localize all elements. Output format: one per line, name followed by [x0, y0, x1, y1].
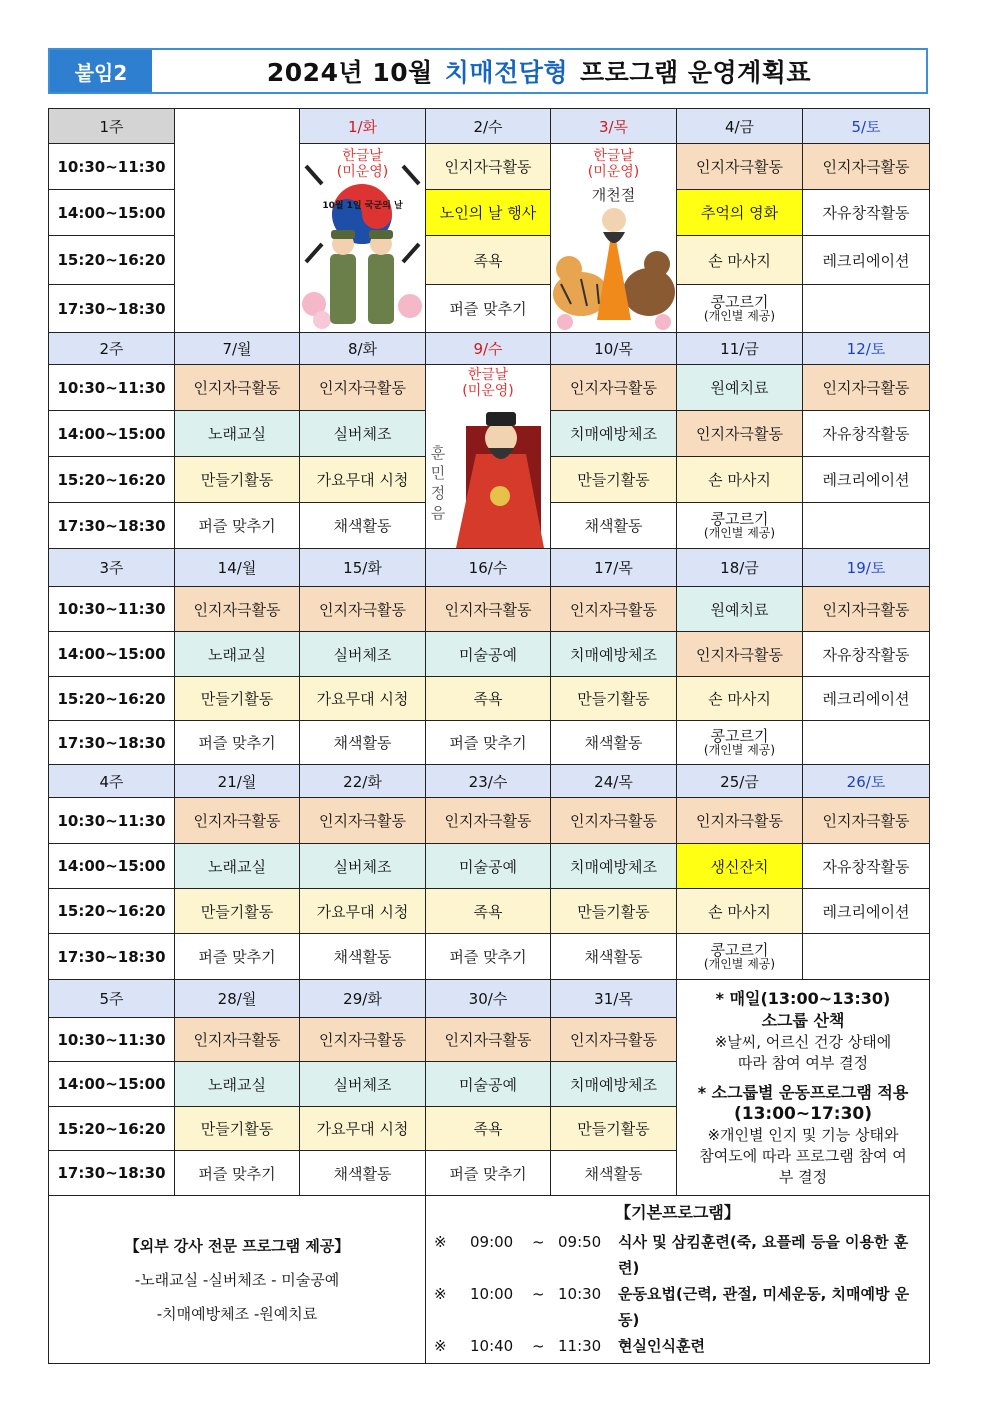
activity-cell: 인지자극활동	[551, 587, 677, 632]
time-slot: 10:30~11:30	[49, 365, 175, 411]
activity-cell: 인지자극활동	[803, 587, 930, 632]
time-slot: 15:20~16:20	[49, 457, 175, 503]
date-header: 11/금	[677, 333, 803, 365]
holiday-status: 한글날 (미운영)	[336, 148, 389, 180]
activity-cell: 노래교실	[175, 1062, 300, 1107]
date-header: 15/화	[300, 549, 426, 587]
table-row	[49, 677, 930, 721]
activity-cell: 만들기활동	[551, 677, 677, 721]
date-header: 2/수	[426, 109, 551, 144]
activity-cell: 인지자극활동	[426, 144, 551, 190]
time-slot: 15:20~16:20	[49, 1107, 175, 1151]
time-slot: 14:00~15:00	[49, 190, 175, 236]
time-slot: 15:20~16:20	[49, 677, 175, 721]
activity-cell: 치매예방체조	[551, 632, 677, 677]
empty-cell	[803, 503, 930, 549]
week-2-header	[49, 333, 930, 365]
notes-box: * 매일(13:00~13:30) 소그룹 산책 ※날씨, 어르신 건강 상태에 따라 참여 여부 결정 * 소그룹별 운동프로그램 적용 (13:00~17:30) ※개인별 인지 및 기능 상태와 참여도에 따라 프로그램 참여 여부 결정	[677, 980, 930, 1196]
activity-cell: 추억의 영화	[677, 190, 803, 236]
activity-cell: 퍼즐 맞추기	[426, 1151, 551, 1196]
holiday-status: 한글날 (미운영)	[587, 148, 640, 180]
activity-cell: 족욕	[426, 889, 551, 934]
activity-cell: 퍼즐 맞추기	[175, 1151, 300, 1196]
activity-cell: 인지자극활동	[300, 587, 426, 632]
table-row	[49, 889, 930, 934]
activity-cell: 만들기활동	[175, 677, 300, 721]
activity-cell: 실버체조	[300, 411, 426, 457]
activity-cell: 인지자극활동	[803, 798, 930, 844]
activity-cell: 인지자극활동	[175, 1018, 300, 1062]
date-header: 1/화	[300, 109, 426, 144]
activity-cell: 레크리에이션	[803, 457, 930, 503]
activity-cell: 콩고르기 (개인별 제공)	[677, 285, 803, 333]
activity-cell: 가요무대 시청	[300, 889, 426, 934]
date-header: 18/금	[677, 549, 803, 587]
basic-program-row: ※ 10:40 ~ 11:30 현실인식훈련	[434, 1337, 705, 1355]
time-slot: 10:30~11:30	[49, 144, 175, 190]
activity-cell: 실버체조	[300, 1062, 426, 1107]
activity-cell: 만들기활동	[175, 457, 300, 503]
week-label: 3주	[49, 549, 175, 587]
activity-cell: 인지자극활동	[803, 144, 930, 190]
activity-cell: 실버체조	[300, 632, 426, 677]
activity-cell: 퍼즐 맞추기	[426, 721, 551, 765]
activity-cell: 인지자극활동	[300, 798, 426, 844]
activity-cell: 퍼즐 맞추기	[175, 503, 300, 549]
activity-cell: 만들기활동	[175, 889, 300, 934]
activity-cell: 만들기활동	[551, 457, 677, 503]
date-header: 26/토	[803, 765, 930, 798]
activity-cell: 노래교실	[175, 844, 300, 889]
basic-program-row: ※ 10:00 ~ 10:30 운동요법(근력, 관절, 미세운동, 치매예방 운동)	[434, 1285, 910, 1329]
attachment-label: 붙임2	[50, 50, 152, 92]
activity-cell: 치매예방체조	[551, 1062, 677, 1107]
activity-cell: 콩고르기 (개인별 제공)	[677, 934, 803, 980]
week-label: 1주	[49, 109, 175, 144]
time-slot: 10:30~11:30	[49, 587, 175, 632]
time-slot: 10:30~11:30	[49, 1018, 175, 1062]
date-header: 12/토	[803, 333, 930, 365]
holiday-caption: 10월 1일 국군의 날	[322, 201, 403, 211]
table-row	[49, 798, 930, 844]
activity-cell: 채색활동	[551, 934, 677, 980]
activity-cell: 채색활동	[300, 1151, 426, 1196]
hunminjeongeum-text: 훈민정음	[430, 444, 446, 522]
activity-cell: 인지자극활동	[677, 411, 803, 457]
time-slot: 14:00~15:00	[49, 411, 175, 457]
table-row	[49, 844, 930, 889]
date-header: 30/수	[426, 980, 551, 1018]
armed-forces-day-image	[300, 144, 426, 333]
activity-cell: 만들기활동	[175, 1107, 300, 1151]
table-row	[49, 934, 930, 980]
activity-cell: 만들기활동	[551, 1107, 677, 1151]
date-header: 7/월	[175, 333, 300, 365]
activity-cell: 자유창작활동	[803, 190, 930, 236]
table-row	[49, 632, 930, 677]
activity-cell: 콩고르기 (개인별 제공)	[677, 721, 803, 765]
date-header: 23/수	[426, 765, 551, 798]
activity-cell: 족욕	[426, 677, 551, 721]
time-slot: 14:00~15:00	[49, 1062, 175, 1107]
activity-cell: 노래교실	[175, 632, 300, 677]
activity-cell: 콩고르기 (개인별 제공)	[677, 503, 803, 549]
date-header: 25/금	[677, 765, 803, 798]
activity-cell: 인지자극활동	[426, 1018, 551, 1062]
week-label: 4주	[49, 765, 175, 798]
date-header: 16/수	[426, 549, 551, 587]
activity-cell: 인지자극활동	[175, 798, 300, 844]
activity-cell: 채색활동	[300, 503, 426, 549]
header-banner	[48, 48, 928, 94]
activity-cell: 생신잔치	[677, 844, 803, 889]
national-foundation-day-image	[551, 144, 677, 333]
activity-cell: 가요무대 시청	[300, 1107, 426, 1151]
time-slot: 10:30~11:30	[49, 798, 175, 844]
activity-cell: 퍼즐 맞추기	[426, 285, 551, 333]
holiday-name: 개천절	[591, 186, 636, 204]
date-header: 8/화	[300, 333, 426, 365]
date-header: 3/목	[551, 109, 677, 144]
date-header: 31/목	[551, 980, 677, 1018]
activity-cell: 미술공예	[426, 1062, 551, 1107]
schedule-table	[48, 108, 930, 1364]
basic-programs: 【기본프로그램】 ※ 09:00 ~ 09:50 식사 및 삼킴훈련(죽, 요플레 등을 이용한 훈련) ※ 10:00 ~ 10:30 운동요법(근력, 관절, 미세운동, 치매예방 운동) ※ 10:40 ~ 11:30 현실인식훈련	[426, 1196, 930, 1364]
activity-cell: 가요무대 시청	[300, 677, 426, 721]
empty-cell	[803, 934, 930, 980]
activity-cell: 자유창작활동	[803, 844, 930, 889]
time-slot: 17:30~18:30	[49, 503, 175, 549]
week-3-header	[49, 549, 930, 587]
activity-cell: 인지자극활동	[677, 632, 803, 677]
activity-cell: 미술공예	[426, 844, 551, 889]
date-header: 21/월	[175, 765, 300, 798]
date-header: 29/화	[300, 980, 426, 1018]
footer-row	[49, 1196, 930, 1364]
activity-cell: 손 마사지	[677, 677, 803, 721]
date-header: 4/금	[677, 109, 803, 144]
hangul-day-image	[426, 365, 551, 549]
activity-cell: 가요무대 시청	[300, 457, 426, 503]
time-slot: 17:30~18:30	[49, 934, 175, 980]
activity-cell: 채색활동	[551, 721, 677, 765]
activity-cell: 족욕	[426, 236, 551, 285]
activity-cell: 인지자극활동	[677, 144, 803, 190]
activity-cell: 치매예방체조	[551, 844, 677, 889]
time-slot: 17:30~18:30	[49, 1151, 175, 1196]
activity-cell: 레크리에이션	[803, 889, 930, 934]
page-title: 2024년 10월 치매전담형 프로그램 운영계획표	[152, 50, 926, 92]
activity-cell: 족욕	[426, 1107, 551, 1151]
table-row	[49, 365, 930, 411]
activity-cell: 인지자극활동	[551, 798, 677, 844]
activity-cell: 손 마사지	[677, 236, 803, 285]
week-1-header	[49, 109, 930, 144]
activity-cell: 인지자극활동	[551, 365, 677, 411]
week-label: 2주	[49, 333, 175, 365]
activity-cell: 채색활동	[551, 1151, 677, 1196]
activity-cell: 원예치료	[677, 587, 803, 632]
date-header: 22/화	[300, 765, 426, 798]
external-programs: 【외부 강사 전문 프로그램 제공】 -노래교실 -실버체조 - 미술공예 -치매예방체조 -원예치료	[49, 1196, 426, 1364]
table-row	[49, 721, 930, 765]
activity-cell: 인지자극활동	[300, 1018, 426, 1062]
activity-cell: 인지자극활동	[677, 798, 803, 844]
activity-cell: 손 마사지	[677, 889, 803, 934]
activity-cell: 채색활동	[300, 721, 426, 765]
activity-cell: 레크리에이션	[803, 236, 930, 285]
date-header: 19/토	[803, 549, 930, 587]
activity-cell: 인지자극활동	[175, 587, 300, 632]
activity-cell: 실버체조	[300, 844, 426, 889]
date-header: 28/월	[175, 980, 300, 1018]
basic-program-row: ※ 09:00 ~ 09:50 식사 및 삼킴훈련(죽, 요플레 등을 이용한 훈련)	[434, 1233, 909, 1277]
activity-cell: 퍼즐 맞추기	[426, 934, 551, 980]
activity-cell: 인지자극활동	[426, 798, 551, 844]
empty-cell	[175, 109, 300, 333]
activity-cell: 레크리에이션	[803, 677, 930, 721]
activity-cell: 손 마사지	[677, 457, 803, 503]
activity-cell: 인지자극활동	[551, 1018, 677, 1062]
empty-cell	[803, 721, 930, 765]
activity-cell: 자유창작활동	[803, 411, 930, 457]
table-row	[49, 587, 930, 632]
activity-cell: 자유창작활동	[803, 632, 930, 677]
holiday-status: 한글날 (미운영)	[462, 367, 514, 399]
activity-cell: 인지자극활동	[175, 365, 300, 411]
date-header: 24/목	[551, 765, 677, 798]
activity-cell: 인지자극활동	[803, 365, 930, 411]
activity-cell: 인지자극활동	[426, 587, 551, 632]
date-header: 10/목	[551, 333, 677, 365]
activity-cell: 퍼즐 맞추기	[175, 721, 300, 765]
activity-cell: 채색활동	[551, 503, 677, 549]
week-4-header	[49, 765, 930, 798]
activity-cell: 치매예방체조	[551, 411, 677, 457]
empty-cell	[803, 285, 930, 333]
activity-cell: 인지자극활동	[300, 365, 426, 411]
date-header: 17/목	[551, 549, 677, 587]
time-slot: 17:30~18:30	[49, 285, 175, 333]
date-header: 9/수	[426, 333, 551, 365]
time-slot: 14:00~15:00	[49, 632, 175, 677]
time-slot: 17:30~18:30	[49, 721, 175, 765]
activity-cell: 미술공예	[426, 632, 551, 677]
date-header: 5/토	[803, 109, 930, 144]
date-header: 14/월	[175, 549, 300, 587]
title-highlight: 치매전담형	[444, 58, 569, 87]
week-label: 5주	[49, 980, 175, 1018]
activity-cell: 노래교실	[175, 411, 300, 457]
activity-cell: 채색활동	[300, 934, 426, 980]
time-slot: 14:00~15:00	[49, 844, 175, 889]
activity-cell: 만들기활동	[551, 889, 677, 934]
time-slot: 15:20~16:20	[49, 889, 175, 934]
activity-cell: 노인의 날 행사	[426, 190, 551, 236]
time-slot: 15:20~16:20	[49, 236, 175, 285]
activity-cell: 원예치료	[677, 365, 803, 411]
week-5-header	[49, 980, 930, 1018]
activity-cell: 퍼즐 맞추기	[175, 934, 300, 980]
